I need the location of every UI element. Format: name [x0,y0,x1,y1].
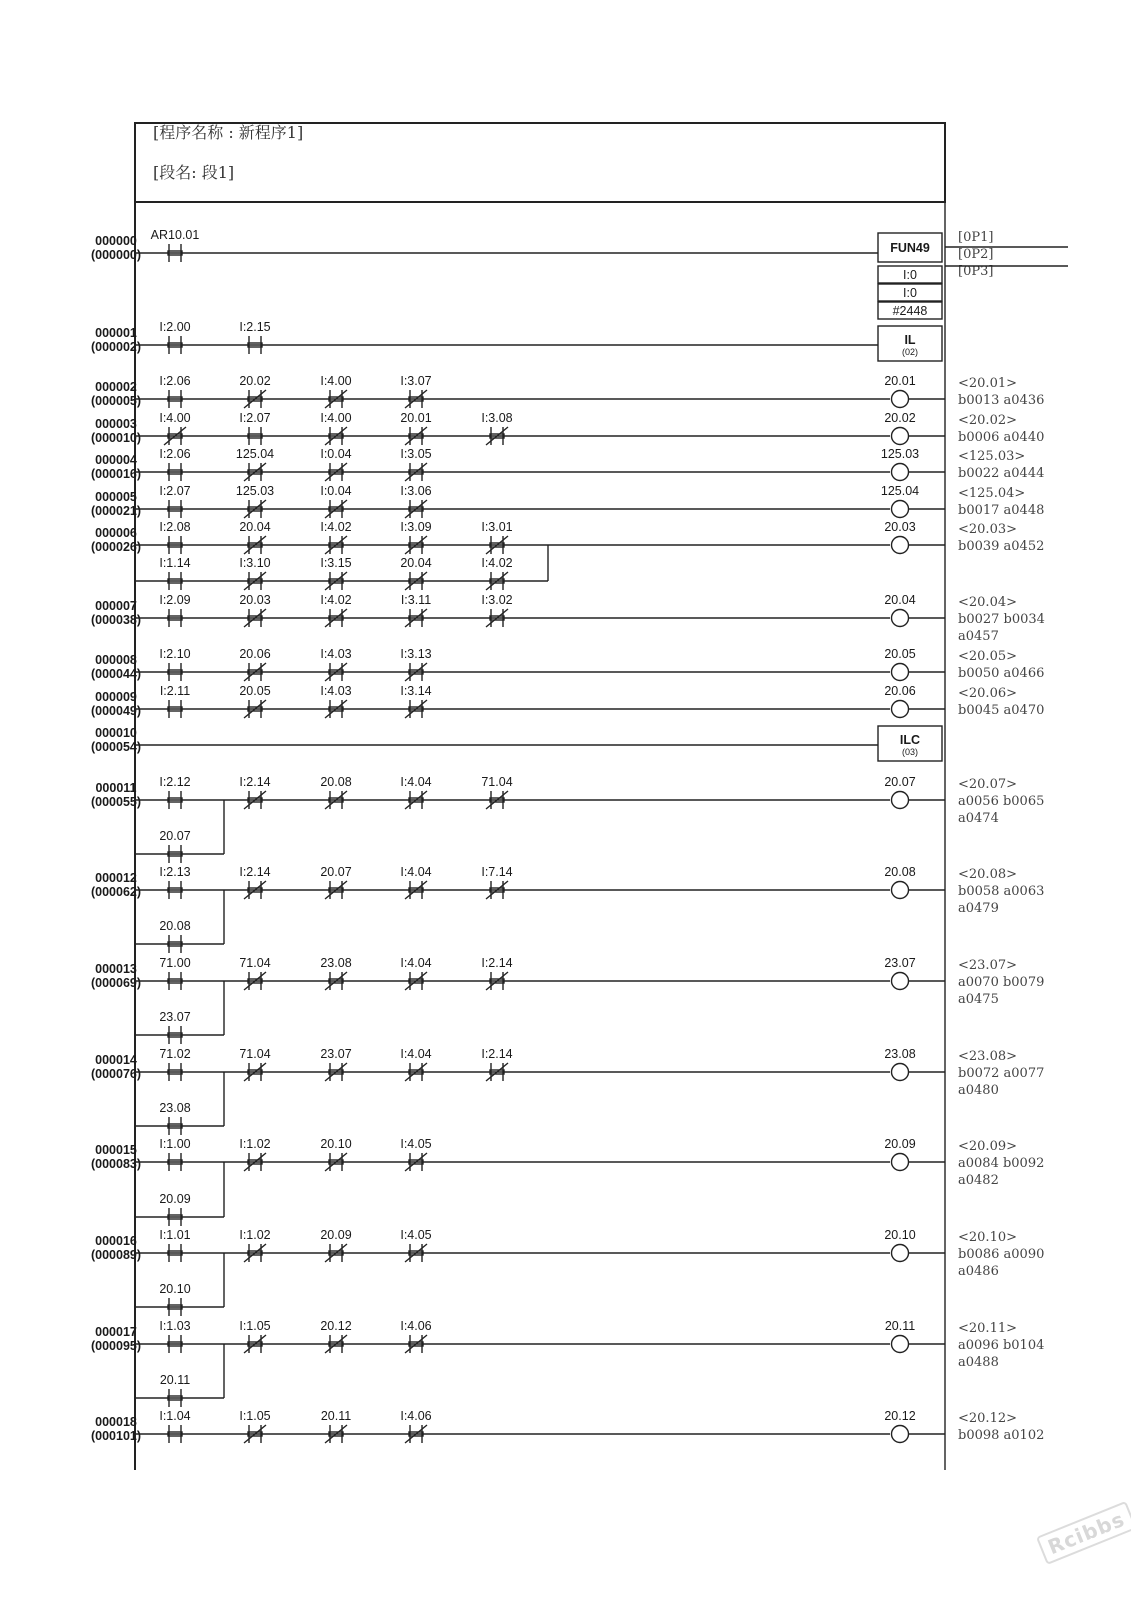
cross-reference: <20.07> [958,777,1018,792]
rung-number: 000018 [95,1415,137,1429]
cross-reference: a0479 [958,901,999,916]
contact-label: 125.04 [235,447,275,461]
cross-reference: b0050 a0466 [958,666,1045,681]
contact-label: 23.07 [159,1010,191,1024]
cross-reference: a0488 [958,1355,999,1370]
cross-reference: b0022 a0444 [958,466,1045,481]
cross-reference: <125.04> [958,486,1026,501]
rung-address: (000026) [90,540,142,554]
contact-label: I:3.07 [400,374,432,388]
rung-address: (000044) [90,667,142,681]
contact-label: I:4.00 [320,374,352,388]
contact-label: I:1.02 [239,1228,271,1242]
coil-label: 20.12 [884,1409,916,1423]
contact-label: 20.08 [159,919,191,933]
rung-address: (000010) [90,431,142,445]
cross-reference: <20.11> [958,1321,1018,1336]
rung-address: (000083) [90,1157,142,1171]
cross-reference: <23.07> [958,958,1018,973]
cross-reference: a0084 b0092 [958,1156,1045,1171]
output-coil [892,1064,909,1081]
contact-label: 20.06 [239,647,271,661]
coil-label: 20.03 [884,520,916,534]
output-coil [892,1426,909,1443]
coil-label: 20.05 [884,647,916,661]
contact-label: 20.09 [320,1228,352,1242]
operand-value: #2448 [892,304,928,318]
rung-number: 000000 [95,234,137,248]
contact-label: I:4.00 [320,411,352,425]
coil-label: 20.09 [884,1137,916,1151]
rung-number: 000006 [95,526,137,540]
cross-reference: b0086 a0090 [958,1247,1045,1262]
contact-label: 23.07 [320,1047,352,1061]
cross-reference: b0006 a0440 [958,430,1045,445]
contact-label: I:2.12 [159,775,191,789]
coil-label: 23.08 [884,1047,916,1061]
coil-label: 20.06 [884,684,916,698]
rung-number: 000004 [95,453,137,467]
cross-reference: a0475 [958,992,999,1007]
instruction-code: (03) [901,747,919,757]
contact-label: 20.11 [320,1409,352,1423]
contact-label: I:2.00 [159,320,191,334]
contact-label: 20.10 [159,1282,191,1296]
contact-label: I:2.06 [159,447,191,461]
rung-number: 000003 [95,417,137,431]
contact-label: 71.04 [239,956,271,970]
cross-reference: b0072 a0077 [958,1066,1045,1081]
contact-label: I:3.13 [400,647,432,661]
contact-label: I:4.06 [400,1319,432,1333]
output-coil [892,428,909,445]
coil-label: 20.11 [884,1319,916,1333]
rung-address: (000021) [90,504,142,518]
contact-label: 20.05 [239,684,271,698]
contact-label: I:1.04 [159,1409,191,1423]
contact-label: I:3.14 [400,684,432,698]
rung-address: (000062) [90,885,142,899]
contact-label: I:2.10 [159,647,191,661]
rung-address: (000002) [90,340,142,354]
cross-reference: <125.03> [958,449,1026,464]
rung-number: 000007 [95,599,137,613]
cross-reference: [0P3] [958,264,994,279]
contact-label: I:2.09 [159,593,191,607]
cross-reference: [0P1] [958,230,994,245]
output-coil [892,1336,909,1353]
instruction-name: ILC [899,733,921,747]
coil-label: 20.08 [884,865,916,879]
output-coil [892,610,909,627]
cross-reference: b0058 a0063 [958,884,1045,899]
contact-label: I:3.02 [481,593,513,607]
contact-label: I:2.06 [159,374,191,388]
contact-label: I:1.14 [159,556,191,570]
output-coil [892,701,909,718]
contact-label: I:0.04 [320,484,352,498]
contact-label: 71.00 [159,956,191,970]
rung-address: (000000) [90,248,142,262]
contact-label: I:1.01 [159,1228,191,1242]
contact-label: I:4.05 [400,1137,432,1151]
contact-label: I:4.03 [320,684,352,698]
program-name: [程序名称 : 新程序1] [153,123,304,142]
contact-label: I:4.04 [400,775,432,789]
cross-reference: b0098 a0102 [958,1428,1045,1443]
contact-label: 20.03 [239,593,271,607]
function-name: FUN49 [890,241,930,255]
rung-number: 000013 [95,962,137,976]
rung-address: (000089) [90,1248,142,1262]
contact-label: 20.09 [159,1192,191,1206]
cross-reference: [0P2] [958,247,994,262]
cross-reference: b0045 a0470 [958,703,1045,718]
rung-number: 000010 [95,726,137,740]
contact-label: I:4.03 [320,647,352,661]
output-coil [892,537,909,554]
coil-label: 125.03 [880,447,920,461]
rung-address: (000095) [90,1339,142,1353]
coil-label: 20.10 [884,1228,916,1242]
contact-label: I:3.09 [400,520,432,534]
contact-label: I:4.04 [400,865,432,879]
rung-address: (000076) [90,1067,142,1081]
cross-reference: a0056 b0065 [958,794,1045,809]
cross-reference: a0457 [958,629,999,644]
cross-reference: <20.02> [958,413,1018,428]
contact-label: I:2.15 [239,320,271,334]
contact-label: I:2.14 [239,775,271,789]
contact-label: I:2.14 [481,1047,513,1061]
watermark-logo: Rcibbs [1036,1501,1131,1565]
instruction-name: IL [904,333,916,347]
coil-label: 20.01 [884,374,916,388]
output-coil [892,973,909,990]
contact-label: I:2.13 [159,865,191,879]
cross-reference: <23.08> [958,1049,1018,1064]
contact-label: 20.08 [320,775,352,789]
cross-reference: <20.01> [958,376,1018,391]
cross-reference: a0474 [958,811,999,826]
contact-label: I:3.05 [400,447,432,461]
contact-label: 20.07 [320,865,352,879]
cross-reference: b0027 b0034 [958,612,1045,627]
coil-label: 125.04 [880,484,920,498]
contact-label: 20.12 [320,1319,352,1333]
cross-reference: <20.08> [958,867,1018,882]
contact-label: 23.08 [320,956,352,970]
contact-label: 125.03 [235,484,275,498]
contact-label: I:2.07 [159,484,191,498]
contact-label: 20.04 [239,520,271,534]
cross-reference: b0039 a0452 [958,539,1045,554]
contact-label: 20.01 [400,411,432,425]
contact-label: I:2.07 [239,411,271,425]
cross-reference: <20.09> [958,1139,1018,1154]
section-name: [段名: 段1] [153,163,235,182]
contact-label: I:4.04 [400,956,432,970]
output-coil [892,501,909,518]
output-coil [892,882,909,899]
contact-label: I:4.02 [320,593,352,607]
contact-label: 20.11 [159,1373,191,1387]
rung-number: 000017 [95,1325,137,1339]
contact-label: I:1.05 [239,1409,271,1423]
contact-label: I:1.02 [239,1137,271,1151]
rung-address: (000005) [90,394,142,408]
contact-label: I:2.08 [159,520,191,534]
contact-label: I:3.10 [239,556,271,570]
contact-label: I:4.02 [320,520,352,534]
rung-address: (000055) [90,795,142,809]
coil-label: 20.04 [884,593,916,607]
contact-label: I:4.02 [481,556,513,570]
contact-label: I:3.01 [481,520,513,534]
rung-address: (000054) [90,740,142,754]
cross-reference: <20.04> [958,595,1018,610]
contact-label: I:4.04 [400,1047,432,1061]
output-coil [892,391,909,408]
cross-reference: a0070 b0079 [958,975,1045,990]
cross-reference: b0017 a0448 [958,503,1045,518]
contact-label: I:2.14 [481,956,513,970]
rung-number: 000009 [95,690,137,704]
operand-value: I:0 [903,268,917,282]
contact-label: I:3.08 [481,411,513,425]
cross-reference: a0486 [958,1264,999,1279]
contact-label: I:0.04 [320,447,352,461]
contact-label: I:4.00 [159,411,191,425]
contact-label: 23.08 [159,1101,191,1115]
cross-reference: <20.05> [958,649,1018,664]
rung-address: (000049) [90,704,142,718]
output-coil [892,1245,909,1262]
contact-label: I:3.06 [400,484,432,498]
contact-label: 71.04 [481,775,513,789]
contact-label: 20.04 [400,556,432,570]
operand-value: I:0 [903,286,917,300]
contact-label: 71.02 [159,1047,191,1061]
contact-label: I:3.11 [400,593,432,607]
contact-label: 20.07 [159,829,191,843]
contact-label: I:7.14 [481,865,513,879]
contact-label: I:2.14 [239,865,271,879]
coil-label: 20.02 [884,411,916,425]
rung-number: 000011 [95,781,137,795]
rung-number: 000016 [95,1234,137,1248]
rung-number: 000012 [95,871,137,885]
cross-reference: a0482 [958,1173,999,1188]
rung-address: (000016) [90,467,142,481]
contact-label: I:1.03 [159,1319,191,1333]
cross-reference: <20.03> [958,522,1018,537]
rung-address: (000069) [90,976,142,990]
contact-label: 20.02 [239,374,271,388]
cross-reference: b0013 a0436 [958,393,1045,408]
contact-label: I:2.11 [159,684,191,698]
rung-address: (000101) [90,1429,142,1443]
contact-label: I:1.05 [239,1319,271,1333]
rung-number: 000005 [95,490,137,504]
rung-address: (000038) [90,613,142,627]
cross-reference: <20.10> [958,1230,1018,1245]
contact-label: I:4.05 [400,1228,432,1242]
contact-label: I:4.06 [400,1409,432,1423]
cross-reference: a0480 [958,1083,999,1098]
output-coil [892,664,909,681]
output-coil [892,1154,909,1171]
contact-label: I:3.15 [320,556,352,570]
coil-label: 20.07 [884,775,916,789]
cross-reference: <20.06> [958,686,1018,701]
contact-label: I:1.00 [159,1137,191,1151]
rung-number: 000001 [95,326,137,340]
contact-label: 20.10 [320,1137,352,1151]
instruction-code: (02) [901,347,919,357]
output-coil [892,464,909,481]
cross-reference: <20.12> [958,1411,1018,1426]
rung-number: 000002 [95,380,137,394]
rung-number: 000015 [95,1143,137,1157]
coil-label: 23.07 [884,956,916,970]
cross-reference: a0096 b0104 [958,1338,1045,1353]
contact-label: 71.04 [239,1047,271,1061]
contact-label: AR10.01 [150,228,200,242]
rung-number: 000008 [95,653,137,667]
rung-number: 000014 [95,1053,137,1067]
output-coil [892,792,909,809]
